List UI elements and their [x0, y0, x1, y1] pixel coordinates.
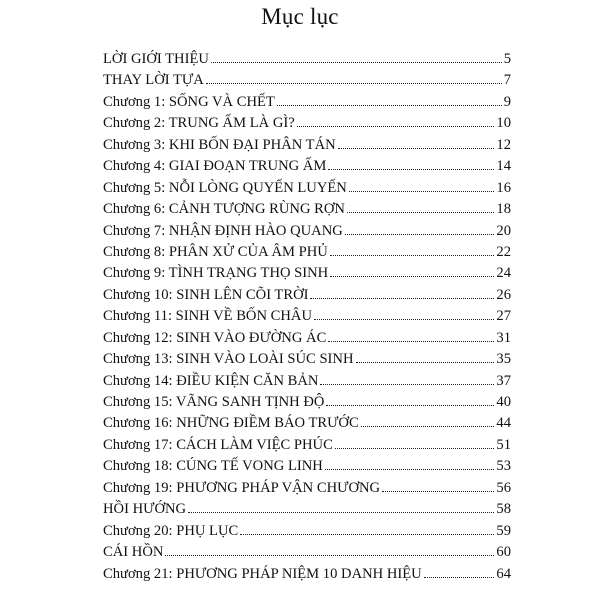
toc-entry [103, 306, 511, 327]
dot-leader [347, 212, 494, 213]
toc-entry-label: Chương 19: PHƯƠNG PHÁP VẬN CHƯƠNG [103, 479, 381, 496]
toc-entry-page: 22 [496, 243, 511, 260]
dot-leader [314, 319, 494, 320]
toc-entry [103, 70, 511, 91]
toc-entry [103, 435, 511, 456]
toc-entry-page: 58 [496, 501, 511, 518]
toc-entry [103, 371, 511, 392]
toc-entry-page: 64 [496, 565, 511, 582]
toc-entry-page: 20 [496, 222, 511, 239]
dot-leader [345, 234, 495, 235]
dot-leader [335, 448, 495, 449]
toc-entry-label: Chương 15: VÃNG SANH TỊNH ĐỘ [103, 394, 325, 410]
dot-leader [326, 405, 494, 406]
toc-entry-page: 59 [496, 522, 511, 539]
toc-entry-label: THAY LỜI TỰA [103, 72, 204, 89]
dot-leader [328, 169, 494, 170]
dot-leader [211, 62, 502, 63]
toc-entry-label: HỒI HƯỚNG [103, 501, 187, 518]
toc-entry-page: 24 [496, 265, 511, 282]
toc-entry-label: Chương 12: SINH VÀO ĐƯỜNG ÁC [103, 329, 327, 346]
toc-entry-label: Chương 16: NHỮNG ĐIỀM BÁO TRƯỚC [103, 415, 359, 432]
dot-leader [165, 555, 494, 556]
toc-entry [103, 564, 511, 585]
toc-entry-page: 26 [496, 286, 511, 303]
toc-entry [103, 392, 511, 413]
toc-entry-label: Chương 2: TRUNG ẤM LÀ GÌ? [103, 115, 295, 132]
toc-entry-page: 18 [496, 201, 511, 218]
toc-entry-page: 16 [496, 179, 511, 196]
toc-entry-label: Chương 13: SINH VÀO LOÀI SÚC SINH [103, 351, 354, 368]
toc-entry-page: 44 [496, 415, 511, 432]
toc-entry [103, 349, 511, 370]
toc-entry-label: Chương 20: PHỤ LỤC [103, 522, 239, 539]
toc-entry [103, 478, 511, 499]
toc-entry-label: Chương 9: TÌNH TRẠNG THỌ SINH [103, 265, 329, 282]
dot-leader [424, 577, 495, 578]
toc-entry-page: 27 [496, 308, 511, 325]
toc-entry-label: Chương 14: ĐIỀU KIỆN CĂN BẢN [103, 372, 319, 389]
toc-entry-label: Chương 1: SỐNG VÀ CHẾT [103, 93, 275, 110]
toc-entry-label: Chương 5: NỖI LÒNG QUYẾN LUYẾN [103, 179, 347, 196]
toc-entry [103, 178, 511, 199]
toc-entry-page: 53 [496, 458, 511, 475]
toc-list [103, 49, 511, 585]
toc-entry [103, 113, 511, 134]
dot-leader [188, 512, 494, 513]
toc-entry [103, 49, 511, 70]
toc-entry [103, 156, 511, 177]
toc-entry-page: 5 [503, 51, 511, 67]
toc-entry [103, 413, 511, 434]
toc-entry-label: Chương 4: GIAI ĐOẠN TRUNG ẤM [103, 158, 327, 175]
toc-entry [103, 199, 511, 220]
dot-leader [297, 126, 495, 127]
toc-entry [103, 499, 511, 520]
toc-entry-label: Chương 8: PHÂN XỬ CỦA ÂM PHỦ [103, 243, 328, 260]
dot-leader [320, 384, 494, 385]
toc-entry-page: 40 [496, 394, 511, 410]
toc-entry-label: Chương 11: SINH VỀ BỐN CHÂU [103, 308, 313, 325]
toc-entry [103, 221, 511, 242]
toc-entry [103, 92, 511, 113]
page-title: Mục lục [261, 4, 339, 29]
toc-entry-label: Chương 3: KHI BỐN ĐẠI PHÂN TÁN [103, 136, 336, 153]
dot-leader [338, 148, 495, 149]
toc-entry [103, 263, 511, 284]
dot-leader [382, 491, 494, 492]
dot-leader [310, 298, 494, 299]
toc-entry-page: 14 [496, 158, 511, 175]
dot-leader [328, 341, 494, 342]
toc-entry-label: CÁI HỒN [103, 544, 164, 561]
toc-entry-label: Chương 7: NHẬN ĐỊNH HÀO QUANG [103, 222, 343, 239]
dot-leader [325, 469, 495, 470]
toc-entry-label: Chương 10: SINH LÊN CÕI TRỜI [103, 286, 309, 303]
toc-entry [103, 328, 511, 349]
toc-entry-label: Chương 6: CẢNH TƯỢNG RÙNG RỢN [103, 201, 345, 218]
toc-entry [103, 456, 511, 477]
dot-leader [356, 362, 495, 363]
toc-entry [103, 242, 511, 263]
toc-entry-label: Chương 21: PHƯƠNG PHÁP NIỆM 10 DANH HIỆU [103, 565, 422, 582]
toc-entry-label: Chương 17: CÁCH LÀM VIỆC PHÚC [103, 436, 333, 453]
dot-leader [349, 191, 495, 192]
toc-entry [103, 135, 511, 156]
toc-entry-page: 10 [496, 115, 511, 132]
toc-entry [103, 285, 511, 306]
dot-leader [277, 105, 502, 106]
toc-entry-page: 56 [496, 479, 511, 496]
dot-leader [330, 255, 495, 256]
toc-entry-page: 12 [496, 136, 511, 153]
dot-leader [206, 83, 502, 84]
toc-entry-page: 31 [496, 329, 511, 346]
toc-entry-page: 9 [503, 93, 511, 110]
toc-entry-page: 51 [496, 436, 511, 453]
toc-entry [103, 542, 511, 563]
toc-entry-label: Chương 18: CÚNG TẾ VONG LINH [103, 458, 323, 475]
dot-leader [330, 276, 494, 277]
toc-entry-page: 7 [503, 72, 511, 89]
toc-entry-page: 35 [496, 351, 511, 368]
toc-entry [103, 521, 511, 542]
toc-entry-label: LỜI GIỚI THIỆU [103, 51, 209, 67]
dot-leader [361, 426, 495, 427]
dot-leader [240, 534, 494, 535]
toc-entry-page: 37 [496, 372, 511, 389]
toc-entry-page: 60 [496, 544, 511, 561]
